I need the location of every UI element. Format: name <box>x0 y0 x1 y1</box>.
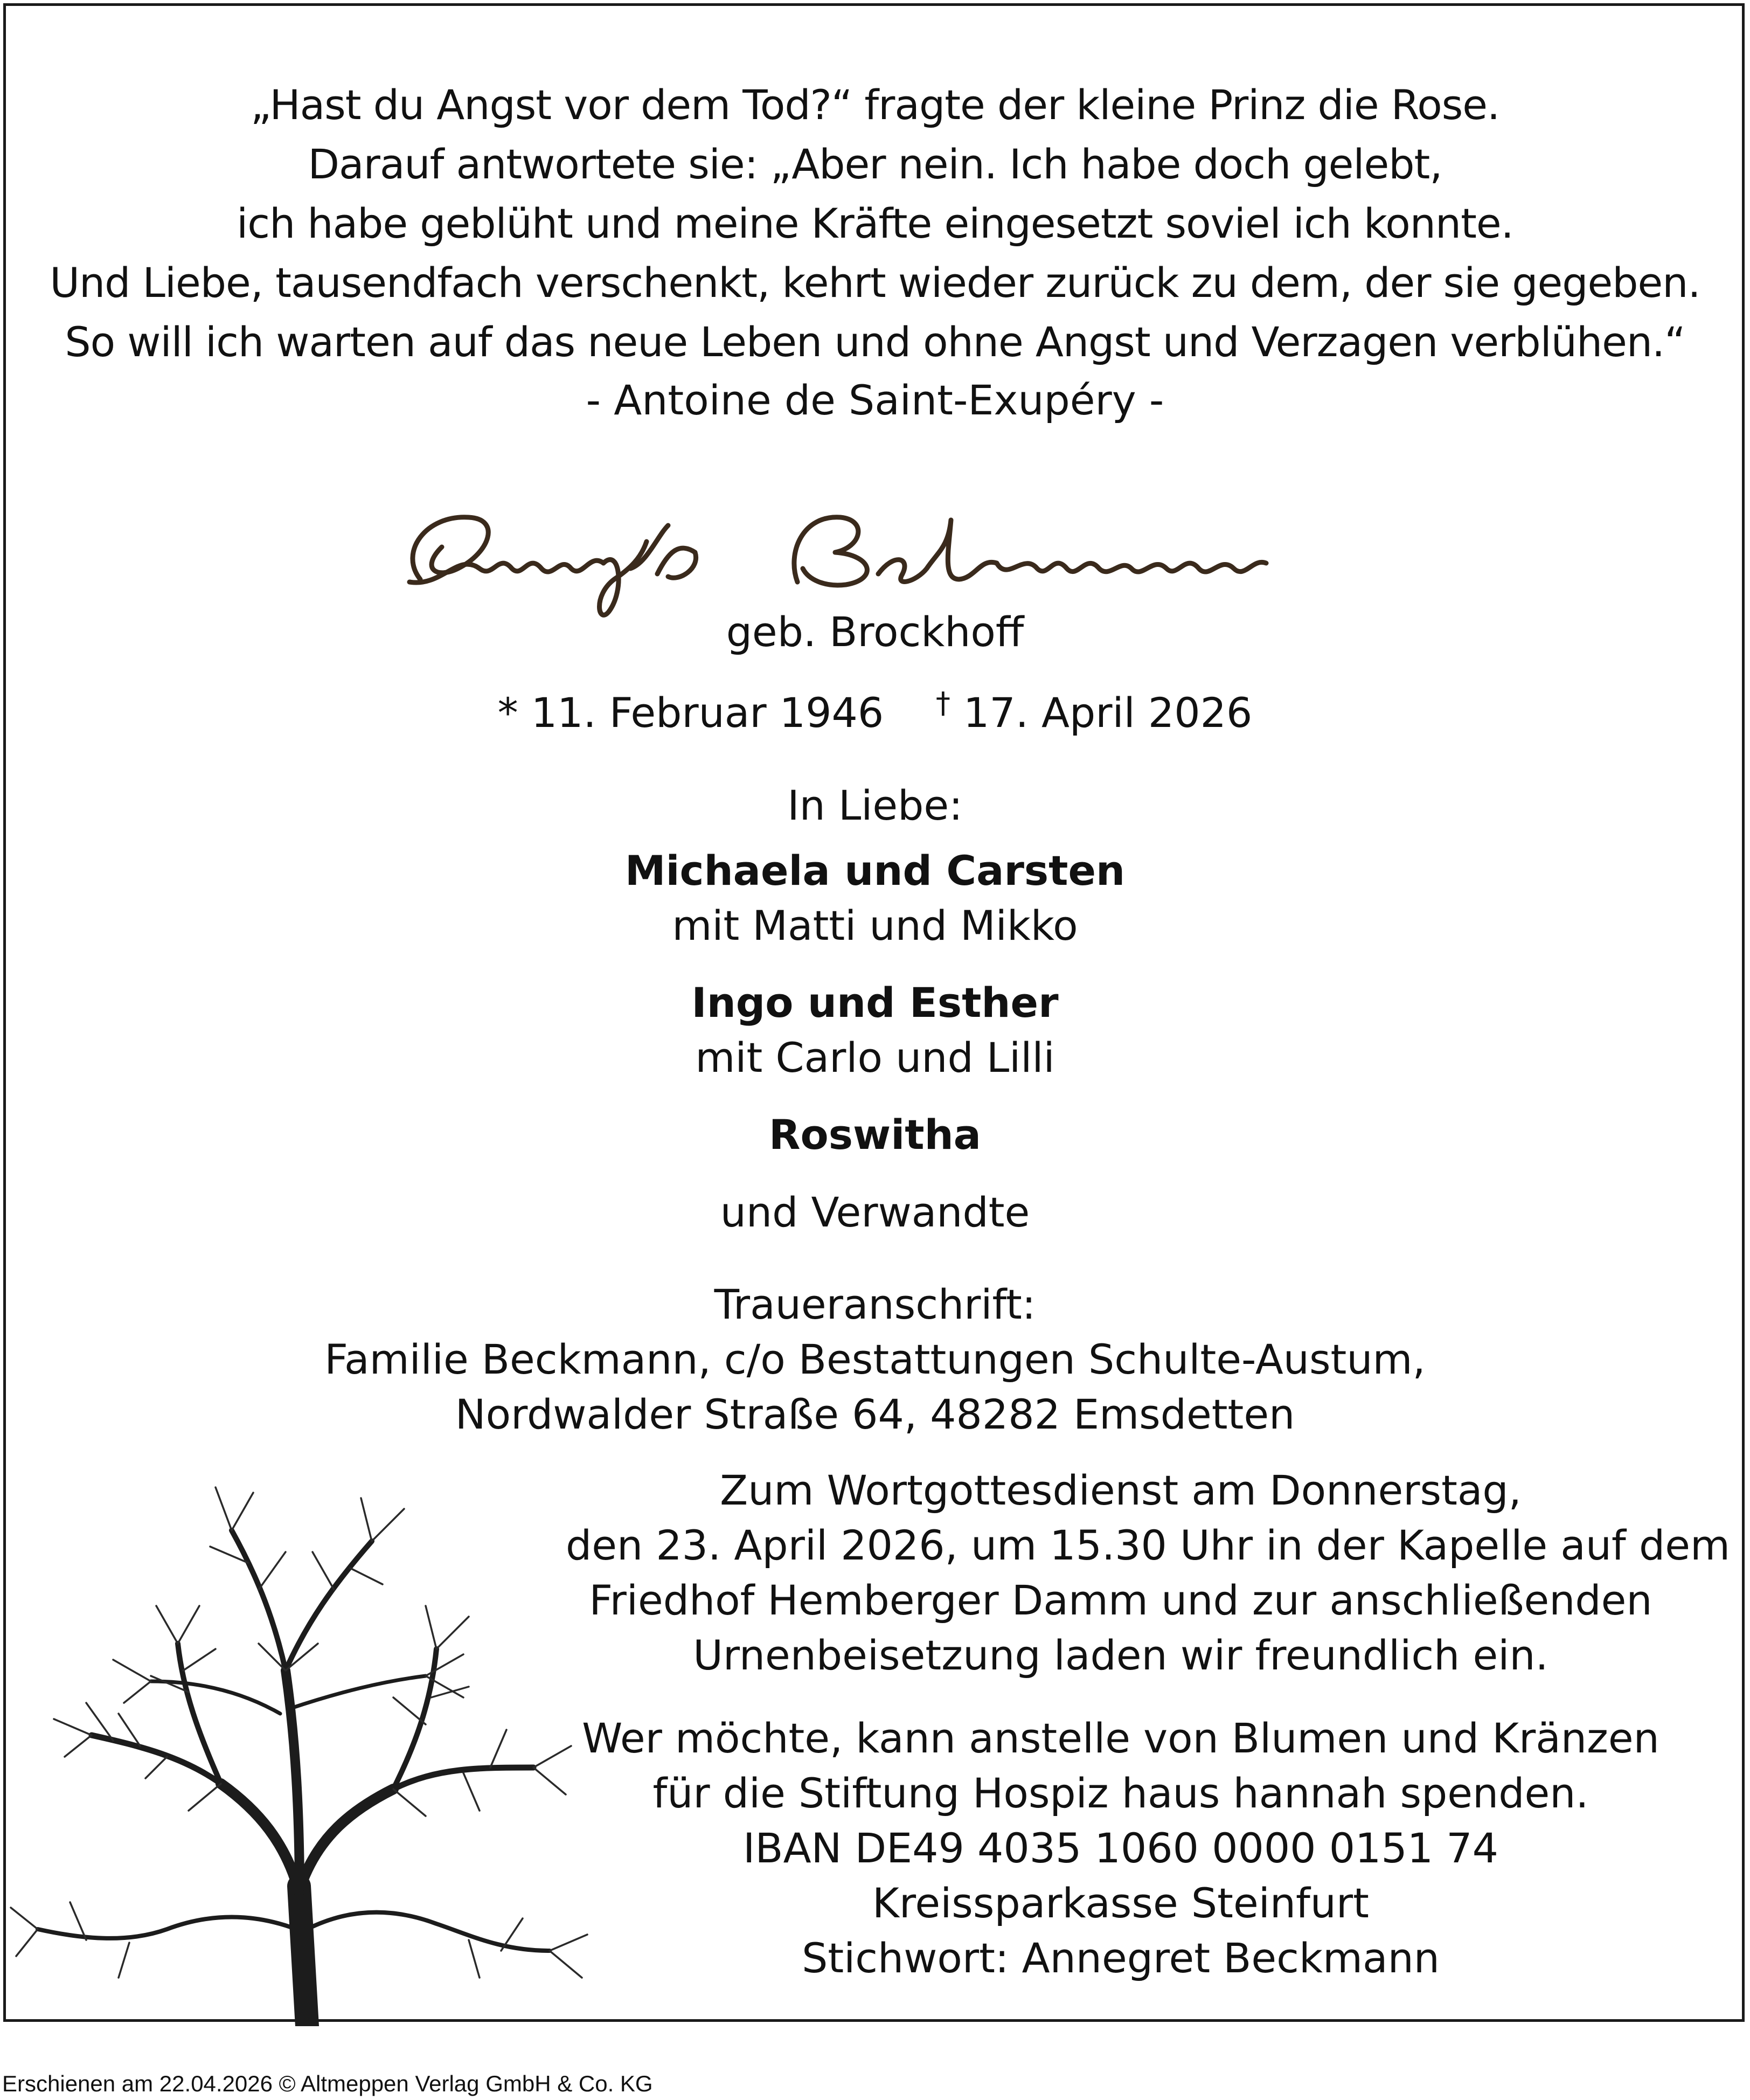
quote-block <box>0 75 1750 372</box>
life-dates <box>0 674 1750 743</box>
service-info <box>566 1463 1730 1683</box>
service-line: Friedhof Hemberger Damm und zur anschließenden <box>589 1576 1652 1624</box>
donation-line: Wer möchte, kann anstelle von Blumen und Kränzen <box>582 1714 1659 1762</box>
donation-info <box>566 1711 1676 1986</box>
service-line: Urnenbeisetzung laden wir freundlich ein. <box>693 1631 1548 1679</box>
mourner-family <box>0 975 1750 1085</box>
quote-line: ich habe geblüht und meine Kräfte eingesetzt soviel ich konnte. <box>237 199 1513 247</box>
death-date: 17. April 2026 <box>963 689 1253 737</box>
dagger-symbol: † <box>935 686 950 720</box>
quote-author: - Antoine de Saint-Exupéry - <box>586 376 1164 424</box>
donation-keyword: Stichwort: Annegret Beckmann <box>802 1934 1440 1982</box>
donation-line: für die Stiftung Hospiz haus hannah spenden. <box>652 1769 1589 1817</box>
mourner-family <box>0 843 1750 953</box>
birth-name: geb. Brockhoff <box>726 608 1024 656</box>
mourner-relatives: und Verwandte <box>720 1188 1030 1236</box>
address-line: Familie Beckmann, c/o Bestattungen Schulte-Austum, <box>324 1335 1426 1383</box>
bank-name: Kreissparkasse Steinfurt <box>872 1879 1369 1927</box>
publication-footer: Erschienen am 22.04.2026 © Altmeppen Verlag GmbH & Co. KG <box>2 2071 653 2096</box>
mourner-names: Michaela und Carsten <box>624 847 1126 895</box>
mourner-children: mit Matti und Mikko <box>672 902 1078 949</box>
address-line: Nordwalder Straße 64, 48282 Emsdetten <box>455 1390 1295 1438</box>
service-line: den 23. April 2026, um 15.30 Uhr in der Kapelle auf dem <box>566 1521 1730 1569</box>
iban: IBAN DE49 4035 1060 0000 0151 74 <box>743 1824 1498 1872</box>
mourners-intro: In Liebe: <box>787 781 963 829</box>
mourner-names: Ingo und Esther <box>691 979 1059 1027</box>
quote-line: Und Liebe, tausendfach verschenkt, kehrt wieder zurück zu dem, der sie gegeben. <box>50 259 1700 307</box>
mourning-address <box>0 1277 1750 1442</box>
quote-line: So will ich warten auf das neue Leben und ohne Angst und Verzagen verblühen.“ <box>65 318 1685 366</box>
service-line: Zum Wortgottesdienst am Donnerstag, <box>720 1466 1522 1514</box>
quote-line: „Hast du Angst vor dem Tod?“ fragte der kleine Prinz die Rose. <box>250 81 1500 129</box>
mourner-children: mit Carlo und Lilli <box>695 1034 1055 1082</box>
mourner-names: Roswitha <box>769 1111 981 1159</box>
address-label: Traueranschrift: <box>714 1280 1036 1328</box>
bare-tree-icon <box>5 1466 598 2026</box>
birth-date: * 11. Februar 1946 <box>497 689 884 737</box>
quote-line: Darauf antwortete sie: „Aber nein. Ich habe doch gelebt, <box>308 140 1442 188</box>
mourner-family <box>0 1107 1750 1162</box>
